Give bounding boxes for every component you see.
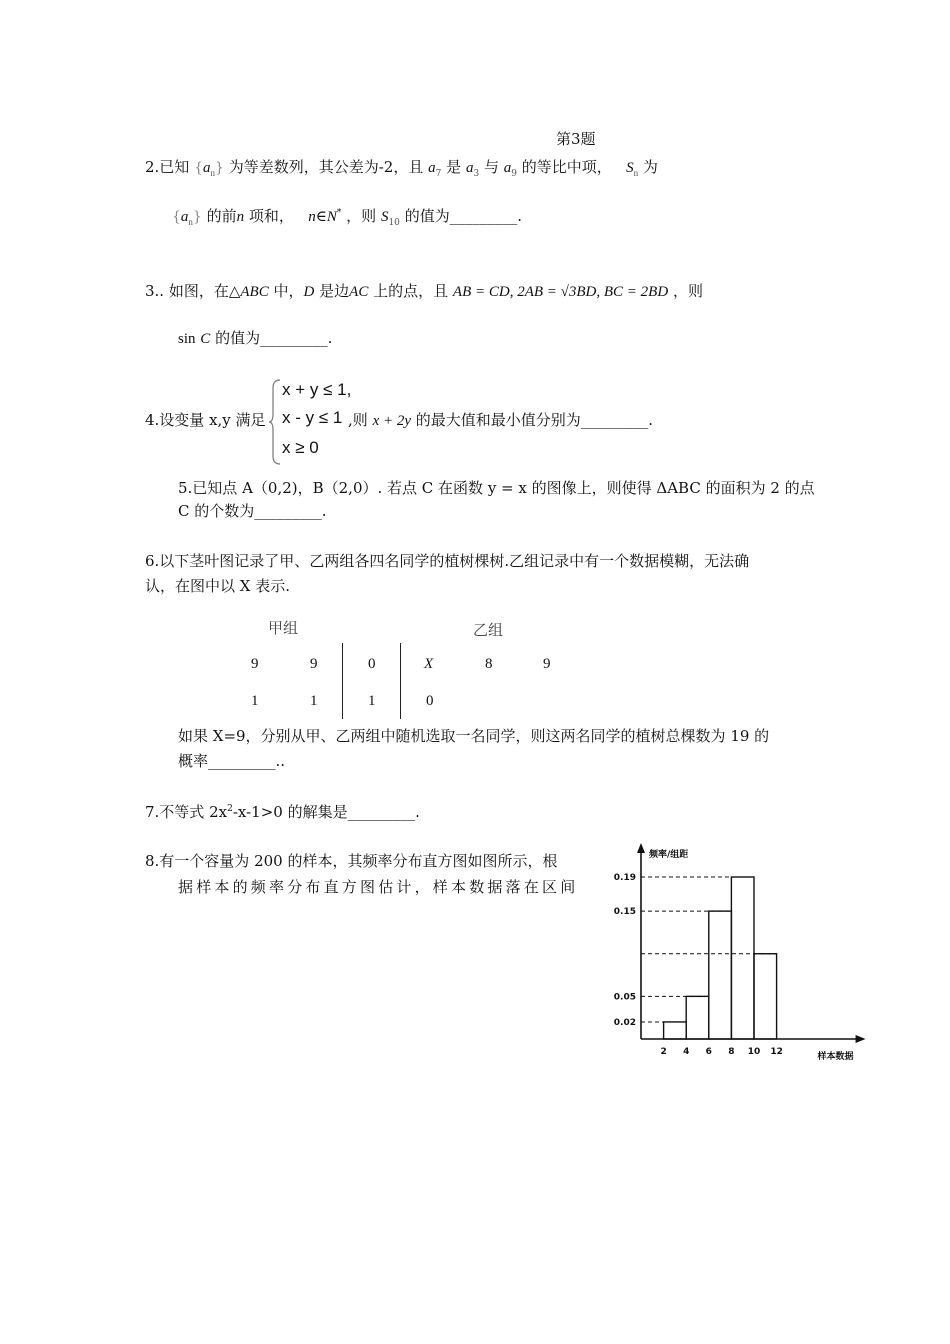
question-5-line-1: 5.已知点 A（0,2)，B（2,0）. 若点 C 在函数 y = x 的图像上，则使得 ΔABC 的面积为 2 的点 — [178, 479, 815, 497]
question-6-follow-2: 概率_________.. — [178, 752, 286, 770]
x-tick-label: 2 — [660, 1047, 667, 1057]
histogram-bar — [664, 1022, 687, 1039]
leaf-right: 0 — [426, 693, 434, 709]
x-tick-label: 10 — [747, 1047, 761, 1057]
question-6-follow-1: 如果 X=9，分别从甲、乙两组中随机选取一名同学，则这两名同学的植树总棵数为 19 的 — [178, 727, 770, 745]
question-2-line-1: 2.已知 $\{a_n\}$ 为等差数列，其公差为-2，且 $a_7$ 是 $a_3$ 与 $a_9$ 的等比中项， $S_n$ 为 — [145, 158, 658, 179]
x-tick-label: 6 — [705, 1047, 712, 1057]
leaf-left: 9 — [310, 656, 318, 672]
frequency-histogram — [600, 835, 875, 1075]
y-tick-label: 0.02 — [613, 1017, 636, 1028]
answer-blank[interactable]: _________ — [449, 207, 518, 225]
leaf-left: 9 — [251, 656, 259, 672]
question-3-line-1: 3.. 如图，在△ABC 中，D 是边AC 上的点，且 AB = CD, 2AB = √3BD, BC = 2BD ，则 — [145, 282, 703, 300]
figure-caption: 第3题 — [556, 130, 596, 148]
stem-leaf-left-header: 甲组 — [268, 619, 299, 637]
question-8-line-1: 8.有一个容量为 200 的样本，其频率分布直方图如图所示，根 — [145, 852, 558, 870]
question-4-prefix: 4.设变量 x,y 满足 — [145, 411, 266, 429]
question-6-line-1: 6.以下茎叶图记录了甲、乙两组各四名同学的植树棵树.乙组记录中有一个数据模糊，无法确 — [145, 552, 750, 570]
x-tick-label: 12 — [770, 1047, 783, 1057]
y-axis-label: 频率/组距 — [649, 850, 689, 860]
answer-blank[interactable]: _________ — [260, 329, 328, 347]
stem-value: 0 — [368, 656, 376, 672]
question-2-line-2: $\{a_n\}$ 的前n 项和， n∈N* ，则 $S_{10}$ 的值为_________. — [172, 207, 522, 228]
constraint-1: x + y ≤ 1, — [282, 380, 352, 399]
question-7: 7.不等式 $2x^2-x-1>0$ 的解集是_________. — [145, 803, 420, 821]
question-4-rest: ,则 x + 2y 的最大值和最小值分别为_________. — [348, 411, 654, 429]
histogram-bar — [731, 877, 754, 1039]
leaf-left: 1 — [251, 693, 259, 709]
leaf-right: 9 — [543, 656, 551, 672]
question-3-line-2: sin C 的值为_________. — [178, 329, 333, 347]
y-tick-label: 0.15 — [613, 907, 636, 918]
stem-leaf-divider-left — [342, 643, 343, 719]
question-5-line-2: C 的个数为_________. — [178, 502, 327, 520]
x-tick-label: 8 — [728, 1047, 735, 1057]
leaf-right: 8 — [485, 656, 493, 672]
constraint-3: x ≥ 0 — [282, 438, 319, 457]
x-tick-label: 4 — [683, 1047, 690, 1057]
histogram-bar — [709, 911, 732, 1039]
x-axis-arrow — [856, 1035, 866, 1043]
question-6-line-2: 认，在图中以 X 表示. — [145, 577, 290, 595]
stem-leaf-right-header: 乙组 — [473, 621, 504, 639]
histogram-bar — [754, 954, 777, 1039]
constraint-2: x - y ≤ 1 — [282, 408, 343, 427]
stem-value: 1 — [368, 693, 376, 709]
answer-blank[interactable]: _________ — [347, 803, 416, 821]
stem-leaf-divider-right — [400, 643, 401, 719]
leaf-left: 1 — [310, 693, 318, 709]
x-axis-label: 样本数据 — [817, 1052, 854, 1062]
y-axis-arrow — [637, 843, 645, 853]
system-brace — [268, 378, 282, 466]
answer-blank[interactable]: _________ — [254, 502, 322, 520]
answer-blank[interactable]: _________ — [208, 752, 276, 770]
histogram-bar — [686, 996, 709, 1039]
question-8-line-2: 据样本的频率分布直方图估计，样本数据落在区间 — [178, 878, 579, 896]
y-tick-label: 0.05 — [613, 992, 636, 1003]
leaf-right-unknown: X — [424, 656, 434, 672]
answer-blank[interactable]: _________ — [580, 411, 649, 429]
y-tick-label: 0.19 — [613, 873, 636, 883]
